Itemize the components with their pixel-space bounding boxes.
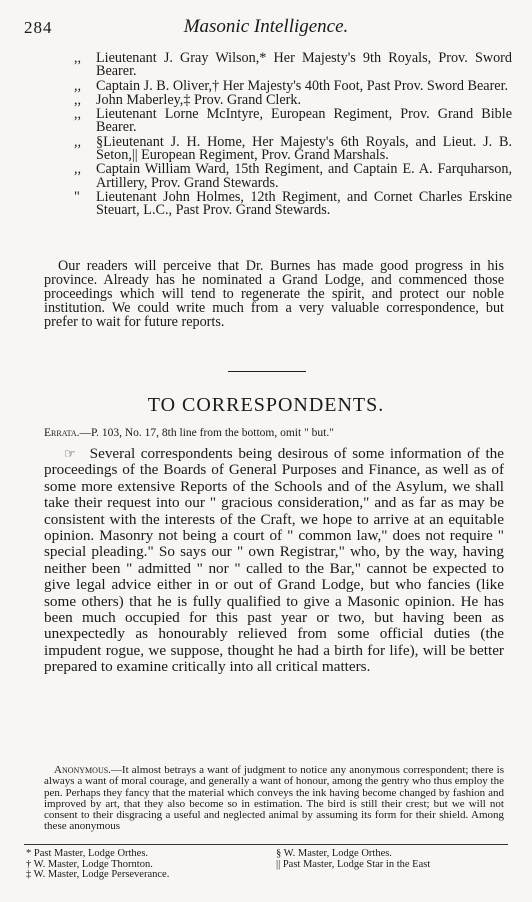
progress-paragraph: Our readers will perceive that Dr. Burnes has made good progress in his province. Already has he nominated a Grand Lodge, and commenced those proceedings which will tend to regenerate the spirit, and protect our noble institution. We could write much from a very valuable correspondence, but prefer to wait for future reports. xyxy=(44,258,504,330)
footnote: § W. Master, Lodge Orthes. xyxy=(276,848,392,859)
appointment-text: Lieutenant John Holmes, 12th Regiment, and Cornet Charles Erskine Steuart, L.C., Past Prov. Grand Stewards. xyxy=(96,188,512,219)
ditto-mark: ,, xyxy=(74,77,82,94)
appointment-item xyxy=(50,108,512,135)
appointment-item xyxy=(50,188,512,219)
footnotes-left xyxy=(26,849,256,881)
section-heading: TO CORRESPONDENTS. xyxy=(147,394,385,416)
appointment-item xyxy=(50,163,512,190)
anonymous-paragraph xyxy=(44,765,504,833)
errata-text: —P. 103, No. 17, 8th line from the bottom, omit " but." xyxy=(79,427,334,439)
page-number: 284 xyxy=(24,18,53,37)
footnote: † W. Master, Lodge Thornton. xyxy=(26,858,153,870)
pointing-hand-icon: ☞ xyxy=(64,446,76,461)
ditto-mark: ,, xyxy=(74,161,82,178)
appointment-text: Captain J. B. Oliver,† Her Majesty's 40th Foot, Past Prov. Sword Bearer. xyxy=(96,77,509,94)
ditto-mark: " xyxy=(74,188,80,205)
running-head: Masonic Intelligence. xyxy=(183,16,349,37)
errata-label: Errata. xyxy=(44,427,80,439)
anonymous-text: —It almost betrays a want of judgment to notice any anonymous correspondent; there is always a want of moral courage, and generally a want of honour, among the gentry who thus employ the pen. Perhaps they fancy that the material which conveys the ink having become changed by fashion and improved by art, that they also become so in estimation. The bird is still their crest; but we will not consent to their disgracing a useful and neglected animal by assuming its form for their shield. Among these anonymous xyxy=(44,764,504,833)
appointment-text: Lieutenant Lorne McIntyre, European Regiment, Prov. Grand Bible Bearer. xyxy=(96,106,512,136)
correspondents-text: Several correspondents being desirous of some information of the proceedings of the Boards of General Purposes and Finance, as well as of some more extensive Reports of the Schools and of the Asylum, we shall take their request into our " gracious consideration," and as far as may be consistent with the interests of the Craft, we hope to arrive at an equitable opinion. Masonry not being a court of " common law," does not require " special pleading." So says our " own Registrar," who, by the way, having neither been " admitted " nor " called to the Bar," cannot be expected to give legal advice either in or out of Grand Lodge, but who fancies (like some others) that he is fully qualified to give a Masonic opinion. He has been much occupied for this past year or two, but having been as unexpectedly as honourably relieved from some official duties (the impudent rogue, we suppose, thought he had a birth for life), will be better prepared to examine critically into all critical matters. xyxy=(44,445,505,676)
ditto-mark: ,, xyxy=(74,133,82,150)
footnote-rule xyxy=(24,844,508,845)
footnotes-right xyxy=(276,849,506,870)
appointment-item xyxy=(50,91,512,108)
appointment-item xyxy=(50,52,512,79)
ditto-mark: ,, xyxy=(74,106,82,123)
section-divider xyxy=(228,371,306,372)
appointment-text: §Lieutenant J. H. Home, Her Majesty's 6th Royals, and Lieut. J. B. Seton,|| European Regiment, Prov. Grand Marshals. xyxy=(96,133,512,164)
appointment-text: John Maberley,‡ Prov. Grand Clerk. xyxy=(96,91,302,108)
appointment-text: Captain William Ward, 15th Regiment, and Captain E. A. Farquharson, Artillery, Prov. Grand Stewards. xyxy=(96,161,512,191)
ditto-mark: ,, xyxy=(74,91,82,108)
ditto-mark: ,, xyxy=(74,50,82,66)
errata-note xyxy=(44,427,504,440)
footnote: ‡ W. Master, Lodge Perseverance. xyxy=(26,869,170,881)
correspondents-paragraph xyxy=(44,446,504,676)
appointment-item xyxy=(50,133,512,164)
appointment-text: Lieutenant J. Gray Wilson,* Her Majesty's 9th Royals, Prov. Sword Bearer. xyxy=(96,50,512,80)
footnote: || Past Master, Lodge Star in the East xyxy=(276,858,431,870)
appointments-list xyxy=(50,52,512,219)
anonymous-label: Anonymous. xyxy=(54,764,111,776)
appointment-item xyxy=(50,77,512,94)
footnote: * Past Master, Lodge Orthes. xyxy=(26,848,149,859)
